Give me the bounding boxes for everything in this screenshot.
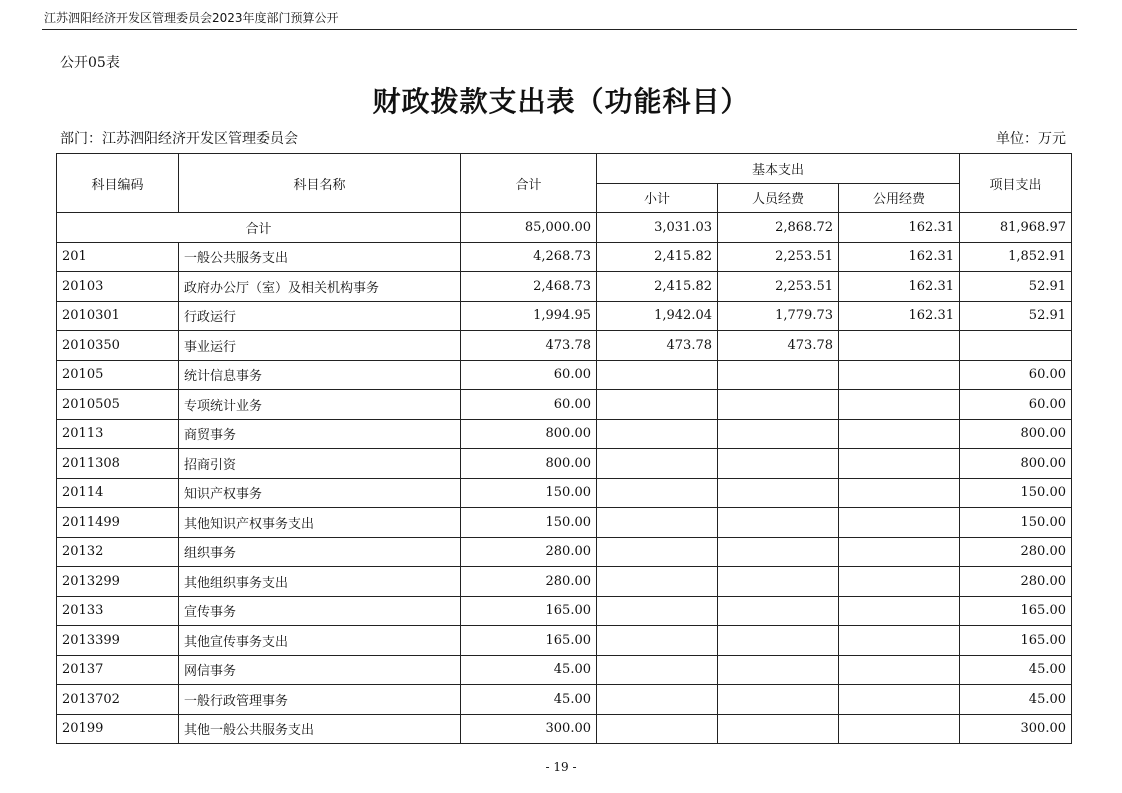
row-subtotal [597, 449, 718, 479]
row-personnel [718, 685, 839, 715]
row-name: 宣传事务 [179, 596, 461, 626]
row-code: 20137 [57, 655, 179, 685]
header-basic: 基本支出 [597, 154, 960, 184]
row-public [839, 596, 960, 626]
header-total: 合计 [461, 154, 597, 213]
total-label: 合计 [57, 213, 461, 243]
row-code: 20103 [57, 272, 179, 302]
row-project: 1,852.91 [960, 242, 1072, 272]
row-total: 4,268.73 [461, 242, 597, 272]
row-name: 统计信息事务 [179, 360, 461, 390]
total-project: 81,968.97 [960, 213, 1072, 243]
row-public [839, 508, 960, 538]
row-public [839, 685, 960, 715]
row-personnel: 2,253.51 [718, 272, 839, 302]
row-code: 2010505 [57, 390, 179, 420]
row-public [839, 449, 960, 479]
row-personnel: 2,253.51 [718, 242, 839, 272]
total-public: 162.31 [839, 213, 960, 243]
row-project: 52.91 [960, 301, 1072, 331]
table-row [57, 419, 1072, 449]
row-public [839, 331, 960, 361]
row-code: 2010350 [57, 331, 179, 361]
department-label: 部门：江苏泗阳经济开发区管理委员会 [60, 131, 298, 147]
row-name: 网信事务 [179, 655, 461, 685]
row-project: 280.00 [960, 537, 1072, 567]
row-subtotal [597, 537, 718, 567]
row-code: 201 [57, 242, 179, 272]
row-personnel [718, 508, 839, 538]
row-name: 政府办公厅（室）及相关机构事务 [179, 272, 461, 302]
row-public [839, 537, 960, 567]
row-subtotal [597, 655, 718, 685]
row-project: 150.00 [960, 478, 1072, 508]
budget-table [56, 153, 1072, 744]
row-total: 2,468.73 [461, 272, 597, 302]
row-subtotal: 473.78 [597, 331, 718, 361]
row-personnel [718, 390, 839, 420]
row-public [839, 655, 960, 685]
total-amount: 85,000.00 [461, 213, 597, 243]
row-code: 2010301 [57, 301, 179, 331]
row-personnel [718, 596, 839, 626]
row-project: 280.00 [960, 567, 1072, 597]
row-project: 150.00 [960, 508, 1072, 538]
row-total: 165.00 [461, 626, 597, 656]
total-row [57, 213, 1072, 243]
row-subtotal [597, 508, 718, 538]
header-code: 科目编码 [57, 154, 179, 213]
row-total: 45.00 [461, 685, 597, 715]
table-row [57, 685, 1072, 715]
row-code: 2011499 [57, 508, 179, 538]
row-name: 行政运行 [179, 301, 461, 331]
row-public: 162.31 [839, 242, 960, 272]
row-subtotal: 2,415.82 [597, 272, 718, 302]
row-total: 60.00 [461, 360, 597, 390]
row-code: 2011308 [57, 449, 179, 479]
row-name: 知识产权事务 [179, 478, 461, 508]
total-subtotal: 3,031.03 [597, 213, 718, 243]
row-subtotal [597, 626, 718, 656]
row-project: 45.00 [960, 685, 1072, 715]
row-personnel [718, 567, 839, 597]
row-total: 60.00 [461, 390, 597, 420]
row-project: 52.91 [960, 272, 1072, 302]
table-id: 公开05表 [60, 55, 120, 71]
row-code: 20133 [57, 596, 179, 626]
row-total: 150.00 [461, 508, 597, 538]
table-row [57, 272, 1072, 302]
row-total: 165.00 [461, 596, 597, 626]
total-personnel: 2,868.72 [718, 213, 839, 243]
row-subtotal: 1,942.04 [597, 301, 718, 331]
row-name: 商贸事务 [179, 419, 461, 449]
row-public [839, 360, 960, 390]
header-project: 项目支出 [960, 154, 1072, 213]
row-code: 20105 [57, 360, 179, 390]
row-personnel [718, 655, 839, 685]
row-code: 20114 [57, 478, 179, 508]
table-row [57, 390, 1072, 420]
row-code: 2013702 [57, 685, 179, 715]
row-personnel [718, 360, 839, 390]
row-subtotal: 2,415.82 [597, 242, 718, 272]
row-code: 20132 [57, 537, 179, 567]
row-total: 300.00 [461, 714, 597, 744]
row-project: 60.00 [960, 360, 1072, 390]
row-total: 473.78 [461, 331, 597, 361]
row-project: 165.00 [960, 596, 1072, 626]
row-personnel [718, 537, 839, 567]
row-total: 800.00 [461, 419, 597, 449]
row-subtotal [597, 685, 718, 715]
row-name: 招商引资 [179, 449, 461, 479]
row-subtotal [597, 419, 718, 449]
row-public [839, 419, 960, 449]
row-public [839, 714, 960, 744]
table-row [57, 478, 1072, 508]
row-name: 一般公共服务支出 [179, 242, 461, 272]
running-header: 江苏泗阳经济开发区管理委员会2023年度部门预算公开 [44, 11, 339, 25]
header-public: 公用经费 [839, 183, 960, 213]
row-code: 20199 [57, 714, 179, 744]
row-total: 800.00 [461, 449, 597, 479]
row-subtotal [597, 390, 718, 420]
row-personnel [718, 626, 839, 656]
row-total: 150.00 [461, 478, 597, 508]
row-public [839, 390, 960, 420]
row-subtotal [597, 478, 718, 508]
table-row [57, 449, 1072, 479]
table-row [57, 626, 1072, 656]
row-personnel [718, 714, 839, 744]
row-subtotal [597, 567, 718, 597]
row-name: 一般行政管理事务 [179, 685, 461, 715]
row-name: 专项统计业务 [179, 390, 461, 420]
row-name: 其他知识产权事务支出 [179, 508, 461, 538]
row-total: 280.00 [461, 567, 597, 597]
page-number: - 19 - [545, 760, 577, 774]
table-row [57, 242, 1072, 272]
header-divider [42, 29, 1077, 30]
table-row [57, 331, 1072, 361]
row-total: 1,994.95 [461, 301, 597, 331]
row-project: 165.00 [960, 626, 1072, 656]
row-total: 280.00 [461, 537, 597, 567]
header-subtotal: 小计 [597, 183, 718, 213]
row-subtotal [597, 714, 718, 744]
row-total: 45.00 [461, 655, 597, 685]
row-personnel [718, 449, 839, 479]
row-public [839, 567, 960, 597]
row-subtotal [597, 360, 718, 390]
row-personnel: 1,779.73 [718, 301, 839, 331]
row-project: 300.00 [960, 714, 1072, 744]
table-row [57, 714, 1072, 744]
row-name: 其他宣传事务支出 [179, 626, 461, 656]
unit-label: 单位：万元 [996, 131, 1066, 147]
row-project: 800.00 [960, 419, 1072, 449]
row-personnel [718, 478, 839, 508]
row-code: 20113 [57, 419, 179, 449]
row-public: 162.31 [839, 301, 960, 331]
header-name: 科目名称 [179, 154, 461, 213]
row-personnel: 473.78 [718, 331, 839, 361]
row-code: 2013399 [57, 626, 179, 656]
row-project [960, 331, 1072, 361]
row-subtotal [597, 596, 718, 626]
row-name: 其他组织事务支出 [179, 567, 461, 597]
row-personnel [718, 419, 839, 449]
row-name: 组织事务 [179, 537, 461, 567]
table-row [57, 360, 1072, 390]
table-row [57, 596, 1072, 626]
header-personnel: 人员经费 [718, 183, 839, 213]
row-project: 800.00 [960, 449, 1072, 479]
row-public [839, 478, 960, 508]
row-name: 其他一般公共服务支出 [179, 714, 461, 744]
row-code: 2013299 [57, 567, 179, 597]
row-name: 事业运行 [179, 331, 461, 361]
row-project: 60.00 [960, 390, 1072, 420]
row-public [839, 626, 960, 656]
table-row [57, 567, 1072, 597]
table-row [57, 537, 1072, 567]
table-row [57, 301, 1072, 331]
table-row [57, 508, 1072, 538]
row-project: 45.00 [960, 655, 1072, 685]
table-row [57, 655, 1072, 685]
row-public: 162.31 [839, 272, 960, 302]
page-title: 财政拨款支出表（功能科目） [372, 85, 750, 118]
